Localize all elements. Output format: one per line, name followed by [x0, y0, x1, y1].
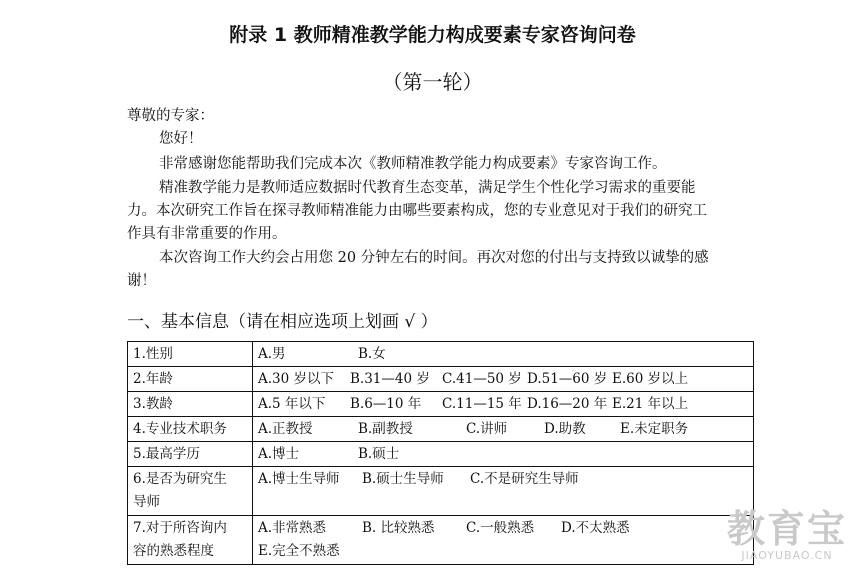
watermark-logo	[727, 509, 847, 562]
intro-paragraph-2-line-3: 作具有非常重要的作用。	[127, 226, 287, 242]
option[interactable]: A.博士生导师	[258, 471, 340, 487]
option[interactable]: B.副教授	[358, 421, 413, 437]
row-options	[253, 417, 754, 442]
row-label: 2.年龄	[128, 367, 253, 392]
option[interactable]: B.硕士生导师	[362, 471, 444, 487]
option[interactable]: A.非常熟悉	[258, 520, 327, 536]
option[interactable]: C.11—15 年	[442, 396, 522, 412]
row-label-line: 导师	[133, 494, 160, 510]
option[interactable]: A.正教授	[258, 421, 313, 437]
table-row	[128, 367, 754, 392]
row-label: 5.最高学历	[128, 442, 253, 467]
table-row	[128, 392, 754, 417]
document-title: 附录 1 教师精准教学能力构成要素专家咨询问卷	[229, 24, 636, 46]
table-row	[128, 467, 754, 516]
option[interactable]: B.6—10 年	[350, 396, 422, 412]
table-row	[128, 516, 754, 565]
row-label-line: 容的熟悉程度	[133, 543, 214, 559]
hello-text: 您好！	[159, 131, 203, 147]
row-options	[253, 392, 754, 417]
option[interactable]: A.5 年以下	[258, 396, 326, 412]
option[interactable]: B.硕士	[358, 446, 400, 462]
intro-paragraph-1: 非常感谢您能帮助我们完成本次《教师精准教学能力构成要素》专家咨询工作。	[159, 156, 667, 172]
section-heading: 一、基本信息（请在相应选项上划画 √ ）	[127, 312, 438, 332]
option[interactable]: D.助教	[544, 421, 586, 437]
intro-paragraph-3-line-1: 本次咨询工作大约会占用您 20 分钟左右的时间。再次对您的付出与支持致以诚挚的感	[159, 250, 709, 266]
option[interactable]: A.30 岁以下	[258, 371, 335, 387]
table-row	[128, 442, 754, 467]
option[interactable]: D.51—60 岁	[527, 371, 608, 387]
intro-paragraph-2-line-2: 力。本次研究工作旨在探寻教师精准能力由哪些要素构成，您的专业意见对于我们的研究工	[127, 203, 707, 219]
intro-paragraph-2-line-1: 精准教学能力是教师适应数据时代教育生态变革，满足学生个性化学习需求的重要能	[159, 180, 696, 196]
option[interactable]: C.不是研究生导师	[470, 471, 579, 487]
option[interactable]: B.31—40 岁	[350, 371, 430, 387]
table-row	[128, 417, 754, 442]
option[interactable]: C.一般熟悉	[466, 520, 535, 536]
row-label-line: 6.是否为研究生	[133, 471, 227, 487]
option[interactable]: A.男	[258, 346, 286, 362]
row-label: 1.性别	[128, 342, 253, 367]
basic-info-table	[127, 341, 754, 565]
greeting: 尊敬的专家：	[127, 108, 214, 124]
row-label	[128, 516, 253, 565]
option[interactable]: E.60 岁以上	[612, 371, 689, 387]
option[interactable]: C.41—50 岁	[442, 371, 522, 387]
option[interactable]: D.不太熟悉	[561, 520, 630, 536]
row-label-line: 7.对于所咨询内	[133, 520, 227, 536]
option[interactable]: E.未定职务	[620, 421, 689, 437]
option[interactable]: E.完全不熟悉	[258, 543, 340, 559]
watermark-url: JIAOYUBAO.CN	[741, 549, 833, 562]
row-options	[253, 342, 754, 367]
row-label: 4.专业技术职务	[128, 417, 253, 442]
round-label: （第一轮）	[382, 70, 483, 94]
option[interactable]: E.21 年以上	[612, 396, 689, 412]
option[interactable]: B.女	[358, 346, 386, 362]
intro-paragraph-3-line-2: 谢！	[127, 273, 156, 289]
table-row	[128, 342, 754, 367]
row-options	[253, 367, 754, 392]
row-label	[128, 467, 253, 516]
row-options	[253, 516, 754, 565]
option[interactable]: A.博士	[258, 446, 300, 462]
option[interactable]: D.16—20 年	[527, 396, 608, 412]
row-options	[253, 442, 754, 467]
option[interactable]: B. 比较熟悉	[362, 520, 435, 536]
row-options	[253, 467, 754, 516]
watermark-main: 教育宝	[726, 507, 847, 551]
row-label: 3.教龄	[128, 392, 253, 417]
option[interactable]: C.讲师	[466, 421, 508, 437]
